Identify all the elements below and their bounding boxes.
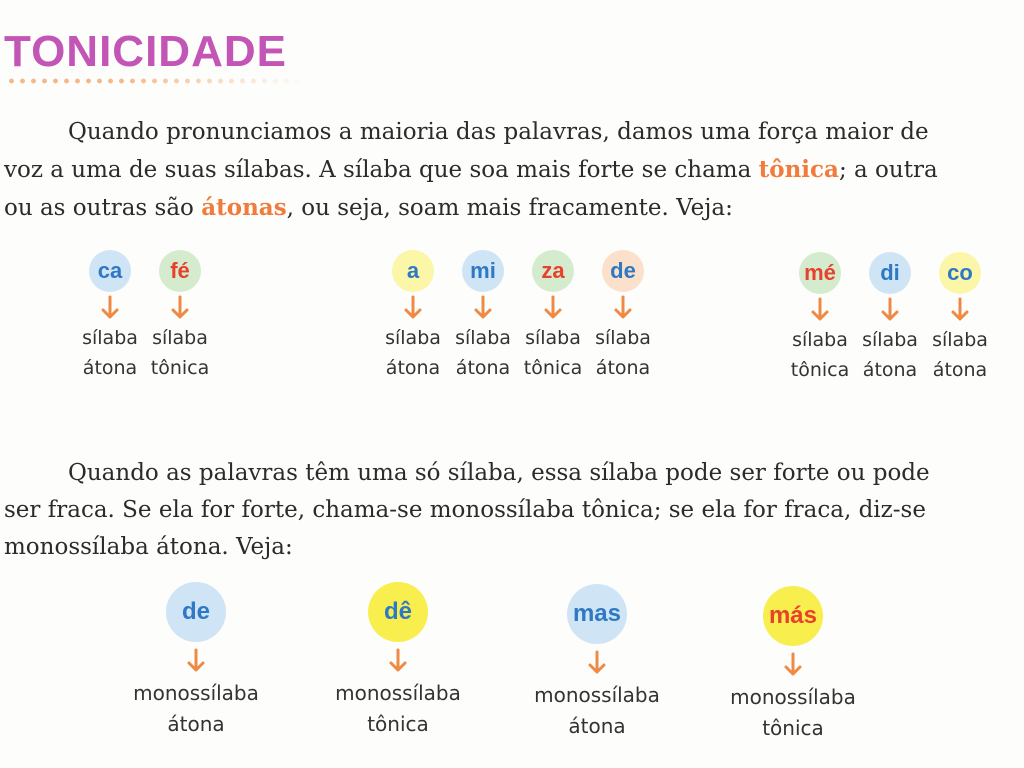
- syllable-bubble: mi: [462, 250, 504, 292]
- mono-line-1: Quando as palavras têm uma só sílaba, essa sílaba pode ser forte ou pode: [68, 460, 930, 486]
- down-arrow-icon: [170, 295, 190, 321]
- label-line-2: átona: [82, 357, 138, 379]
- label-line-2: átona: [595, 357, 651, 379]
- syllable-label: [385, 323, 441, 383]
- label-line-2: átona: [932, 359, 988, 381]
- monosyllable-mas: [522, 584, 672, 742]
- intro-line-2-tail: ; a outra: [838, 157, 938, 183]
- example-cafe: [75, 250, 215, 383]
- label-line-1: sílaba: [455, 327, 511, 349]
- syllable-fe: [145, 250, 215, 383]
- down-arrow-icon: [810, 297, 830, 323]
- down-arrow-icon: [880, 297, 900, 323]
- label-line-2: tônica: [790, 359, 850, 381]
- intro-paragraph: [4, 114, 1024, 227]
- label-line-1: sílaba: [862, 329, 918, 351]
- syllable-mi: [448, 250, 518, 383]
- intro-line-3-tail: , ou seja, soam mais fracamente. Veja:: [286, 195, 733, 221]
- label-line-1: sílaba: [82, 327, 138, 349]
- label-line-2: átona: [385, 357, 441, 379]
- syllable-bubble: de: [602, 250, 644, 292]
- label-line-1: monossílaba: [335, 681, 461, 705]
- down-arrow-icon: [100, 295, 120, 321]
- monosyllable-mas-tonic: [718, 586, 868, 744]
- down-arrow-icon: [403, 295, 423, 321]
- syllable-me: [785, 252, 855, 385]
- intro-line-2: [4, 151, 1024, 189]
- syllable-bubble: di: [869, 252, 911, 294]
- monosyllable-paragraph: [4, 455, 1024, 566]
- label-line-1: monossílaba: [730, 685, 856, 709]
- monosyllable-label: [335, 678, 461, 740]
- monosyllable-label: [730, 682, 856, 744]
- down-arrow-icon: [587, 650, 607, 676]
- example-medico: [785, 252, 995, 385]
- label-line-2: átona: [862, 359, 918, 381]
- syllable-label: [791, 325, 849, 385]
- label-line-2: tônica: [762, 716, 824, 740]
- intro-line-3: [4, 189, 1024, 227]
- syllable-di: [855, 252, 925, 385]
- monosyllable-bubble: más: [763, 586, 823, 646]
- label-line-2: tônica: [523, 357, 583, 379]
- down-arrow-icon: [388, 648, 408, 674]
- down-arrow-icon: [186, 648, 206, 674]
- down-arrow-icon: [473, 295, 493, 321]
- syllable-bubble: mé: [799, 252, 841, 294]
- monosyllable-de-tonic: [323, 582, 473, 740]
- monosyllable-label: [534, 680, 660, 742]
- label-line-1: monossílaba: [133, 681, 259, 705]
- label-line-1: sílaba: [385, 327, 441, 349]
- syllable-label: [455, 323, 511, 383]
- mono-line-3: monossílaba átona. Veja:: [4, 534, 293, 560]
- down-arrow-icon: [783, 652, 803, 678]
- mono-line-2: ser fraca. Se ela for forte, chama-se monossílaba tônica; se ela for fraca, diz-se: [4, 497, 926, 523]
- label-line-2: tônica: [150, 357, 210, 379]
- syllable-bubble: a: [392, 250, 434, 292]
- intro-line-3-text: ou as outras são: [4, 195, 202, 221]
- syllable-bubble: co: [939, 252, 981, 294]
- syllable-bubble: za: [532, 250, 574, 292]
- example-amizade: [378, 250, 658, 383]
- syllable-bubble: ca: [89, 250, 131, 292]
- syllable-label: [595, 323, 651, 383]
- syllable-label: [82, 323, 138, 383]
- label-line-2: átona: [167, 712, 225, 736]
- monosyllable-bubble: dê: [368, 582, 428, 642]
- label-line-1: sílaba: [595, 327, 651, 349]
- intro-line-2-text: voz a uma de suas sílabas. A sílaba que soa mais forte se chama: [4, 157, 759, 183]
- syllable-a: [378, 250, 448, 383]
- title-dotted-underline: [6, 78, 306, 84]
- syllable-de: [588, 250, 658, 383]
- down-arrow-icon: [613, 295, 633, 321]
- down-arrow-icon: [950, 297, 970, 323]
- syllable-label: [932, 325, 988, 385]
- syllable-label: [524, 323, 582, 383]
- label-line-1: sílaba: [152, 327, 208, 349]
- page-title: TONICIDADE: [4, 27, 287, 76]
- monosyllable-bubble: de: [166, 582, 226, 642]
- syllable-ca: [75, 250, 145, 383]
- label-line-2: átona: [568, 714, 626, 738]
- monosyllable-bubble: mas: [567, 584, 627, 644]
- monosyllable-label: [133, 678, 259, 740]
- label-line-2: átona: [455, 357, 511, 379]
- syllable-za: [518, 250, 588, 383]
- syllable-label: [862, 325, 918, 385]
- term-atonas: átonas: [201, 194, 287, 221]
- syllable-bubble: fé: [159, 250, 201, 292]
- label-line-2: tônica: [367, 712, 429, 736]
- syllable-label: [151, 323, 209, 383]
- label-line-1: sílaba: [932, 329, 988, 351]
- down-arrow-icon: [543, 295, 563, 321]
- label-line-1: sílaba: [792, 329, 848, 351]
- term-tonica: tônica: [758, 156, 839, 183]
- syllable-co: [925, 252, 995, 385]
- intro-line-1: Quando pronunciamos a maioria das palavras, damos uma força maior de: [68, 119, 929, 145]
- label-line-1: monossílaba: [534, 683, 660, 707]
- monosyllable-de: [121, 582, 271, 740]
- label-line-1: sílaba: [525, 327, 581, 349]
